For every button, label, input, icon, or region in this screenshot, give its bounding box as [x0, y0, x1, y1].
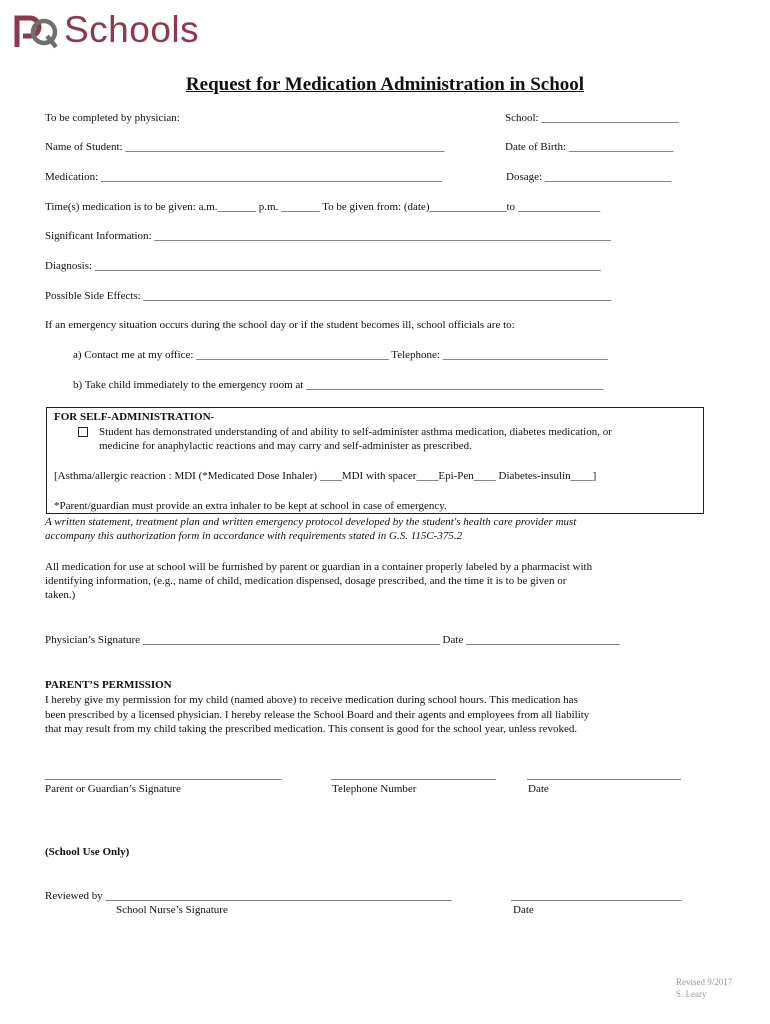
statement-line2: accompany this authorization form in accordance with requirements stated in G.S. 115C-375.2 — [45, 530, 463, 542]
page-title: Request for Medication Administration in School — [185, 74, 585, 95]
parent-signature-label: Parent or Guardian’s Signature — [45, 783, 181, 795]
telephone-label: Telephone Number — [332, 783, 417, 795]
revised-author: S. Leary — [676, 989, 707, 999]
reviewed-date-blank[interactable]: _______________________________ — [511, 890, 682, 902]
statement-line1: A written statement, treatment plan and written emergency protocol developed by the student's health care provider must — [45, 516, 577, 528]
diagnosis-field[interactable]: Diagnosis: ____________________________________________________________________________________________ — [45, 260, 601, 272]
parent-permission-line2: been prescribed by a licensed physician. I hereby release the School Board and their agents and employees from all liability — [45, 709, 590, 721]
parent-permission-line1: I hereby give my permission for my child (named above) to receive medication during school hours. This medication has — [45, 694, 578, 706]
furnish-line1: All medication for use at school will be furnished by parent or guardian in a container properly labeled by a pharmacist with — [45, 561, 593, 573]
parent-signature-blank[interactable]: ___________________________________________ — [45, 769, 282, 781]
student-name-field[interactable]: Name of Student: __________________________________________________________ — [45, 141, 445, 153]
self-admin-heading: FOR SELF-ADMINISTRATION- — [54, 411, 215, 423]
parent-permission-heading: PARENT’S PERMISSION — [45, 679, 172, 691]
telephone-blank[interactable]: ______________________________ — [331, 769, 496, 781]
side-effects-field[interactable]: Possible Side Effects: _____________________________________________________________________________________ — [45, 290, 611, 302]
nurse-signature-label: School Nurse’s Signature — [116, 904, 228, 916]
completed-by-label: To be completed by physician: — [45, 112, 180, 124]
revised-date: Revised 9/2017 — [676, 977, 733, 987]
self-admin-checkbox[interactable] — [78, 427, 88, 437]
reviewed-date-label: Date — [513, 904, 534, 916]
reviewed-by-field[interactable]: Reviewed by _______________________________________________________________ — [45, 890, 452, 902]
emergency-text: If an emergency situation occurs during the school day or if the student becomes ill, school officials are to: — [45, 319, 515, 331]
furnish-line3: taken.) — [45, 589, 76, 601]
extra-inhaler-note: *Parent/guardian must provide an extra inhaler to be kept at school in case of emergency. — [54, 500, 447, 512]
dosage-field[interactable]: Dosage: _______________________ — [506, 171, 672, 183]
self-admin-types[interactable]: [Asthma/allergic reaction : MDI (*Medicated Dose Inhaler) ____MDI with spacer____Epi-Pen____ Diabetes-insulin____] — [54, 470, 597, 482]
contact-office-field[interactable]: a) Contact me at my office: ___________________________________ Telephone: ______________________________ — [73, 349, 608, 361]
school-use-heading: (School Use Only) — [45, 846, 130, 858]
times-field[interactable]: Time(s) medication is to be given: a.m._______ p.m. _______ To be given from: (date)______________to _______________ — [45, 201, 601, 213]
self-admin-line1: Student has demonstrated understanding of and ability to self-administer asthma medication, diabetes medication, or — [99, 426, 612, 438]
medication-field[interactable]: Medication: ______________________________________________________________ — [45, 171, 442, 183]
significant-info-field[interactable]: Significant Information: ___________________________________________________________________________________ — [45, 230, 611, 242]
pq-monogram-icon — [14, 14, 60, 50]
logo-text: Schools — [64, 9, 200, 50]
parent-date-label: Date — [528, 783, 549, 795]
revision-footer — [676, 976, 732, 1000]
emergency-room-field[interactable]: b) Take child immediately to the emergency room at ______________________________________________________ — [73, 379, 604, 391]
parent-date-blank[interactable]: ____________________________ — [527, 769, 681, 781]
furnish-line2: identifying information, (e.g., name of child, medication dispensed, dosage prescribed, and the time it is to be given or — [45, 575, 567, 587]
dob-field[interactable]: Date of Birth: ___________________ — [505, 141, 674, 153]
school-field[interactable]: School: _________________________ — [505, 112, 679, 124]
self-admin-line2: medicine for anaphylactic reactions and may carry and self-administer as prescribed. — [99, 440, 472, 452]
physician-signature-field[interactable]: Physician’s Signature ______________________________________________________ Date ____________________________ — [45, 634, 621, 646]
parent-permission-line3: that may result from my child taking the prescribed medication. This consent is good for the school year, unless revoked. — [45, 723, 578, 735]
